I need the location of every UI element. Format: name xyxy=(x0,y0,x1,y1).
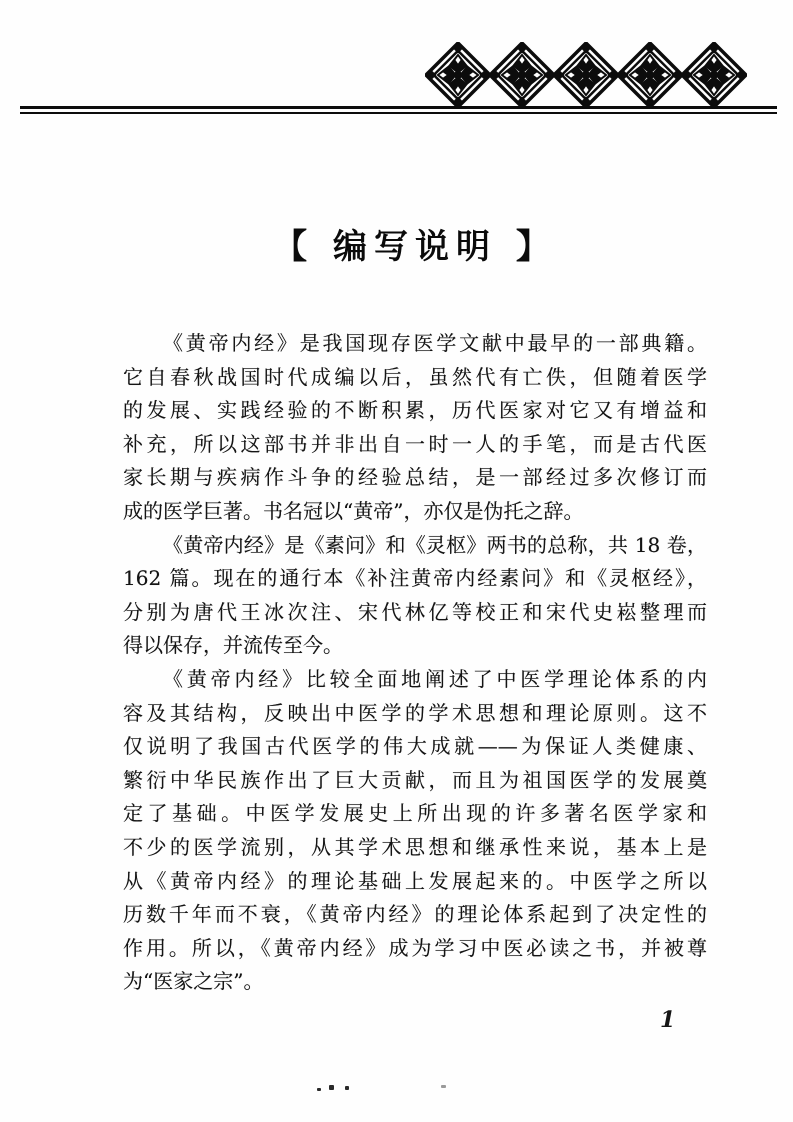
text-line: 仅说明了我国古代医学的伟大成就——为保证人类健康、 xyxy=(123,734,707,759)
text-line: 得以保存，并流传至今。 xyxy=(123,633,343,658)
diamond-floral-ornament-icon xyxy=(489,42,555,108)
text-line: 容及其结构，反映出中医学的学术思想和理论原则。这不 xyxy=(123,700,707,725)
text-line: 《黄帝内经》比较全面地阐述了中医学理论体系的内 xyxy=(163,666,707,691)
diamond-floral-ornament-icon xyxy=(617,42,683,108)
text-line: 162 篇。现在的通行本《补注黄帝内经素问》和《灵枢经》， xyxy=(123,566,707,591)
page-title: 【 编写说明 】 xyxy=(273,227,557,267)
text-line: 分别为唐代王冰次注、宋代林亿等校正和宋代史崧整理而 xyxy=(123,599,707,624)
text-line: 繁衍中华民族作出了巨大贡献，而且为祖国医学的发展奠 xyxy=(123,767,707,792)
header-rule-bottom xyxy=(20,112,777,114)
text-line: 补充，所以这部书并非出自一时一人的手笔，而是古代医 xyxy=(123,431,707,456)
scan-speck xyxy=(329,1085,334,1090)
text-line: 的发展、实践经验的不断积累，历代医家对它又有增益和 xyxy=(123,398,707,423)
text-line: 作用。所以，《黄帝内经》成为学习中医必读之书，并被尊 xyxy=(123,935,707,960)
diamond-floral-ornament-icon xyxy=(553,42,619,108)
scan-speck xyxy=(317,1088,321,1091)
header-rule-top xyxy=(20,106,777,109)
text-line: 家长期与疾病作斗争的经验总结，是一部经过多次修订而 xyxy=(123,465,707,490)
text-line: 它自春秋战国时代成编以后，虽然代有亡佚，但随着医学 xyxy=(123,364,707,389)
text-line: 《黄帝内经》是我国现存医学文献中最早的一部典籍。 xyxy=(163,331,707,355)
ornament-row xyxy=(426,42,744,108)
scan-speck xyxy=(345,1086,349,1090)
text-line: 从《黄帝内经》的理论基础上发展起来的。中医学之所以 xyxy=(123,868,707,893)
diamond-floral-ornament-icon xyxy=(425,42,491,108)
text-line: 为“医家之宗”。 xyxy=(123,969,264,994)
scan-speck xyxy=(441,1085,446,1088)
text-line: 成的医学巨著。书名冠以“黄帝”，亦仅是伪托之辞。 xyxy=(123,498,584,523)
text-line: 历数千年而不衰，《黄帝内经》的理论体系起到了决定性的 xyxy=(123,902,707,927)
text-line: 定了基础。中医学发展史上所出现的许多著名医学家和 xyxy=(123,801,707,826)
text-line: 《黄帝内经》是《素问》和《灵枢》两书的总称，共 18 卷， xyxy=(163,532,707,557)
text-line: 不少的医学流别，从其学术思想和继承性来说，基本上是 xyxy=(123,834,707,859)
page-number: 1 xyxy=(660,1007,676,1033)
diamond-floral-ornament-icon xyxy=(681,42,747,108)
body-text xyxy=(123,327,707,999)
